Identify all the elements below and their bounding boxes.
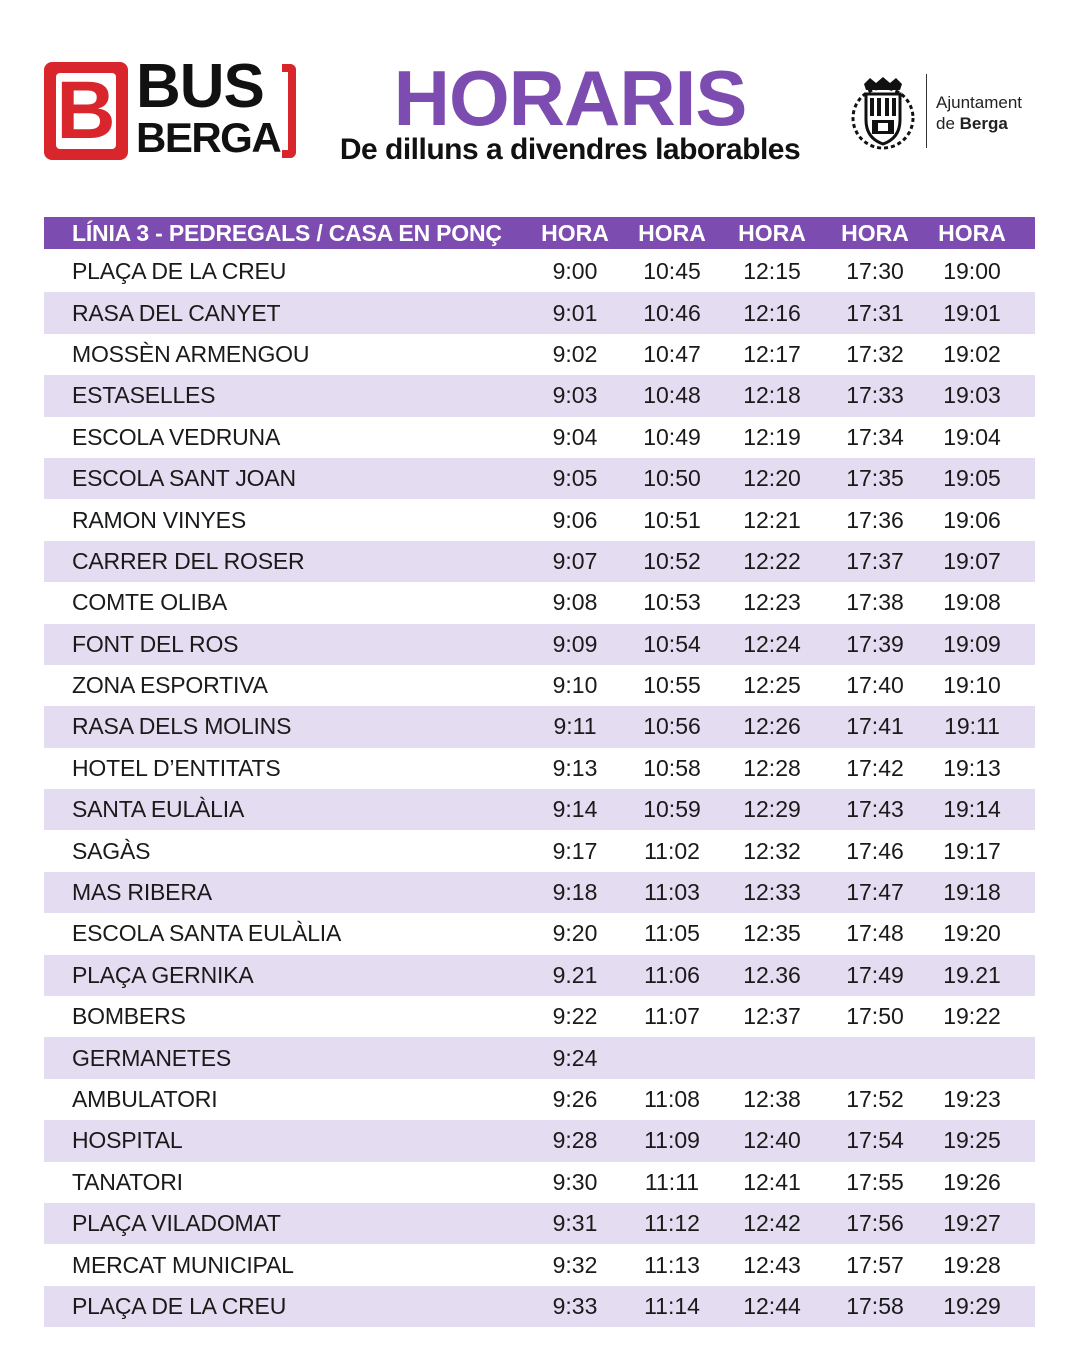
departure-time: 19:29 <box>943 1292 1001 1319</box>
departure-time: 19:01 <box>943 299 1001 326</box>
departure-time: 12:29 <box>743 796 801 823</box>
departure-time: 12:19 <box>743 423 801 450</box>
stop-name: RAMON VINYES <box>72 506 246 533</box>
departure-time: 9:05 <box>552 465 598 492</box>
departure-time: 19:17 <box>943 837 1001 864</box>
departure-time: 19:02 <box>943 340 1001 367</box>
stop-name: FONT DEL ROS <box>72 630 239 657</box>
departure-time: 19:20 <box>943 920 1001 947</box>
table-row <box>44 417 1035 458</box>
departure-time: 17:30 <box>846 258 904 285</box>
departure-time: 9:10 <box>552 672 598 699</box>
table-row <box>44 913 1035 954</box>
departure-time: 10:59 <box>643 796 701 823</box>
departure-time: 9:03 <box>552 382 598 409</box>
departure-time: 19:25 <box>943 1127 1001 1154</box>
departure-time: 9:32 <box>552 1251 598 1278</box>
table-row <box>44 1079 1035 1120</box>
column-header-hora: HORA <box>938 219 1006 246</box>
departure-time: 9:17 <box>552 837 598 864</box>
table-header-row <box>44 217 1035 249</box>
stop-name: GERMANETES <box>72 1044 232 1071</box>
departure-time: 12:44 <box>743 1292 801 1319</box>
table-body <box>44 251 1035 1327</box>
departure-time: 17:46 <box>846 837 904 864</box>
table-row <box>44 334 1035 375</box>
departure-time: 17:31 <box>846 299 904 326</box>
table-row <box>44 955 1035 996</box>
departure-time: 19:06 <box>943 506 1001 533</box>
departure-time: 19:27 <box>943 1210 1001 1237</box>
stop-name: RASA DELS MOLINS <box>72 713 292 740</box>
table-row <box>44 582 1035 623</box>
table-row <box>44 872 1035 913</box>
departure-time: 19:14 <box>943 796 1001 823</box>
table-row <box>44 706 1035 747</box>
departure-time: 12:23 <box>743 589 801 616</box>
departure-time: 17:56 <box>846 1210 904 1237</box>
stop-name: TANATORI <box>72 1168 183 1195</box>
table-row <box>44 789 1035 830</box>
page-title: HORARIS <box>393 54 747 142</box>
departure-time: 9:20 <box>552 920 598 947</box>
departure-time: 12:28 <box>743 754 801 781</box>
departure-time: 17:50 <box>846 1003 904 1030</box>
logo-wordmark <box>136 52 281 161</box>
stop-name: MAS RIBERA <box>72 879 212 906</box>
departure-time: 17:57 <box>846 1251 904 1278</box>
departure-time: 9:13 <box>552 754 598 781</box>
departure-time: 17:40 <box>846 672 904 699</box>
departure-time: 17:39 <box>846 630 904 657</box>
departure-time: 19.21 <box>943 961 1001 988</box>
bus-berga-logo <box>44 52 296 162</box>
ajuntament-name <box>936 92 1022 134</box>
departure-time: 17:54 <box>846 1127 904 1154</box>
departure-time: 19:26 <box>943 1168 1001 1195</box>
departure-time: 11:12 <box>644 1210 700 1237</box>
departure-time: 19:04 <box>943 423 1001 450</box>
departure-time: 10:53 <box>643 589 701 616</box>
table-row <box>44 1120 1035 1161</box>
departure-time: 12:20 <box>743 465 801 492</box>
table-row <box>44 748 1035 789</box>
departure-time: 9:18 <box>552 879 598 906</box>
departure-time: 17:55 <box>846 1168 904 1195</box>
ajuntament-line2-prefix: de <box>936 114 960 133</box>
departure-time: 12:38 <box>743 1086 801 1112</box>
table-row <box>44 458 1035 499</box>
table-row <box>44 499 1035 540</box>
stop-name: ZONA ESPORTIVA <box>72 672 268 699</box>
departure-time: 9:22 <box>552 1003 598 1030</box>
departure-time: 11:06 <box>644 961 700 988</box>
departure-time: 12:35 <box>743 920 801 947</box>
departure-time: 12:26 <box>743 713 801 740</box>
stop-name: SAGÀS <box>72 837 151 864</box>
departure-time: 11:14 <box>644 1292 700 1319</box>
column-header-hora: HORA <box>638 219 706 246</box>
departure-time: 9:08 <box>552 589 598 616</box>
departure-time: 17:41 <box>846 713 904 740</box>
ajuntament-logo <box>848 70 1080 162</box>
departure-time: 11:07 <box>644 1003 700 1030</box>
departure-time: 9.21 <box>552 961 598 988</box>
departure-time: 9:31 <box>552 1210 598 1237</box>
departure-time: 9:33 <box>552 1292 598 1319</box>
table-row <box>44 375 1035 416</box>
column-header-hora: HORA <box>841 219 909 246</box>
departure-time: 10:51 <box>643 506 701 533</box>
departure-time: 10:46 <box>643 299 701 326</box>
departure-time: 19:05 <box>943 465 1001 492</box>
stop-name: CARRER DEL ROSER <box>72 547 305 574</box>
stop-name: SANTA EULÀLIA <box>72 796 245 823</box>
departure-time: 9:02 <box>552 340 598 367</box>
table-row <box>44 665 1035 706</box>
departure-time: 17:37 <box>846 547 904 574</box>
departure-time: 11:13 <box>644 1251 700 1278</box>
table-row <box>44 541 1035 582</box>
table-row <box>44 1244 1035 1285</box>
table-row <box>44 996 1035 1037</box>
schedule-table <box>44 217 1035 1327</box>
departure-time: 17:32 <box>846 340 904 367</box>
page-subtitle: De dilluns a divendres laborables <box>339 133 801 166</box>
stop-name: COMTE OLIBA <box>72 589 227 616</box>
stop-name: RASA DEL CANYET <box>72 299 281 326</box>
stop-name: HOSPITAL <box>72 1127 183 1154</box>
column-header-hora: HORA <box>541 219 609 246</box>
departure-time: 10:52 <box>643 547 701 574</box>
departure-time: 12:25 <box>743 672 801 699</box>
departure-time: 12:41 <box>743 1168 801 1195</box>
departure-time: 19:10 <box>943 672 1001 699</box>
logo-divider <box>926 74 927 148</box>
departure-time: 19:22 <box>943 1003 1001 1030</box>
departure-time: 12:37 <box>743 1003 801 1030</box>
departure-time: 19:09 <box>943 630 1001 657</box>
stop-name: MOSSÈN ARMENGOU <box>72 340 310 367</box>
stop-name: PLAÇA DE LA CREU <box>72 1292 287 1319</box>
departure-time: 19:00 <box>943 258 1001 285</box>
line-label: LÍNIA 3 - PEDREGALS / CASA EN PONÇ <box>72 219 502 246</box>
departure-time: 12:40 <box>743 1127 801 1154</box>
table-row <box>44 1162 1035 1203</box>
departure-time: 12:33 <box>743 879 801 906</box>
stop-name: MERCAT MUNICIPAL <box>72 1251 294 1278</box>
departure-time: 19:07 <box>943 547 1001 574</box>
stop-name: ESCOLA VEDRUNA <box>72 423 281 450</box>
departure-time: 19:11 <box>944 713 1000 740</box>
departure-time: 17:43 <box>846 796 904 823</box>
departure-time: 12:22 <box>743 547 801 574</box>
departure-time: 17:34 <box>846 423 904 450</box>
column-header-hora: HORA <box>738 219 806 246</box>
departure-time: 9:11 <box>553 713 597 740</box>
departure-time: 9:06 <box>552 506 598 533</box>
logo-b-letter: B <box>56 65 116 156</box>
departure-time: 11:05 <box>644 920 700 947</box>
departure-time: 19:08 <box>943 589 1001 616</box>
departure-time: 17:49 <box>846 961 904 988</box>
departure-time: 9:30 <box>552 1168 598 1195</box>
departure-time: 11:03 <box>644 879 700 906</box>
departure-time: 17:35 <box>846 465 904 492</box>
departure-time: 17:38 <box>846 589 904 616</box>
departure-time: 19:03 <box>943 382 1001 409</box>
stop-name: PLAÇA VILADOMAT <box>72 1210 281 1237</box>
departure-time: 12:32 <box>743 837 801 864</box>
stop-name: PLAÇA GERNIKA <box>72 961 254 988</box>
departure-time: 12.36 <box>743 961 801 988</box>
logo-bracket <box>282 64 296 158</box>
departure-time: 17:36 <box>846 506 904 533</box>
departure-time: 10:54 <box>643 630 701 657</box>
departure-time: 10:58 <box>643 754 701 781</box>
departure-time: 9:07 <box>552 547 598 574</box>
departure-time: 9:26 <box>552 1086 598 1112</box>
departure-time: 19:23 <box>943 1086 1001 1112</box>
stop-name: ESTASELLES <box>72 382 216 409</box>
table-row <box>44 1286 1035 1327</box>
departure-time: 11:11 <box>644 1168 700 1195</box>
table-row <box>44 292 1035 333</box>
stop-name: AMBULATORI <box>72 1086 218 1112</box>
departure-time: 10:47 <box>643 340 701 367</box>
stop-name: ESCOLA SANT JOAN <box>72 465 296 492</box>
departure-time: 9:28 <box>552 1127 598 1154</box>
departure-time: 17:42 <box>846 754 904 781</box>
stop-name: HOTEL D’ENTITATS <box>72 754 281 781</box>
stop-name: BOMBERS <box>72 1003 186 1030</box>
departure-time: 10:49 <box>643 423 701 450</box>
logo-bus-word: BUS <box>136 52 264 121</box>
logo-b-mark <box>44 62 128 160</box>
ajuntament-line2-bold: Berga <box>959 114 1008 133</box>
departure-time: 9:14 <box>552 796 598 823</box>
departure-time: 19:28 <box>943 1251 1001 1278</box>
departure-time: 17:33 <box>846 382 904 409</box>
departure-time: 11:09 <box>644 1127 700 1154</box>
departure-time: 11:02 <box>644 837 700 864</box>
ajuntament-line1: Ajuntament <box>936 93 1022 112</box>
departure-time: 17:48 <box>846 920 904 947</box>
departure-time: 17:47 <box>846 879 904 906</box>
departure-time: 9:00 <box>552 258 598 285</box>
logo-berga-word: BERGA <box>136 114 281 161</box>
departure-time: 17:52 <box>846 1086 904 1112</box>
table-row <box>44 624 1035 665</box>
table-row <box>44 830 1035 871</box>
departure-time: 12:43 <box>743 1251 801 1278</box>
table-row <box>44 1037 1035 1078</box>
departure-time: 17:58 <box>846 1292 904 1319</box>
departure-time: 9:01 <box>552 299 598 326</box>
stop-name: PLAÇA DE LA CREU <box>72 258 287 285</box>
departure-time: 12:16 <box>743 299 801 326</box>
departure-time: 19:13 <box>943 754 1001 781</box>
departure-time: 12:18 <box>743 382 801 409</box>
stop-name: ESCOLA SANTA EULÀLIA <box>72 920 342 947</box>
departure-time: 12:17 <box>743 340 801 367</box>
departure-time: 9:04 <box>552 423 598 450</box>
departure-time: 19:18 <box>943 879 1001 906</box>
coat-of-arms-icon <box>848 76 918 152</box>
departure-time: 10:56 <box>643 713 701 740</box>
table-row <box>44 251 1035 292</box>
departure-time: 12:42 <box>743 1210 801 1237</box>
departure-time: 10:48 <box>643 382 701 409</box>
departure-time: 12:15 <box>743 258 801 285</box>
departure-time: 11:08 <box>644 1086 700 1112</box>
departure-time: 10:50 <box>643 465 701 492</box>
departure-time: 10:45 <box>643 258 701 285</box>
departure-time: 9:24 <box>552 1044 598 1071</box>
departure-time: 12:21 <box>743 506 801 533</box>
departure-time: 9:09 <box>552 630 598 657</box>
departure-time: 10:55 <box>643 672 701 699</box>
departure-time: 12:24 <box>743 630 801 657</box>
ajuntament-line2 <box>936 113 1022 134</box>
table-row <box>44 1203 1035 1244</box>
